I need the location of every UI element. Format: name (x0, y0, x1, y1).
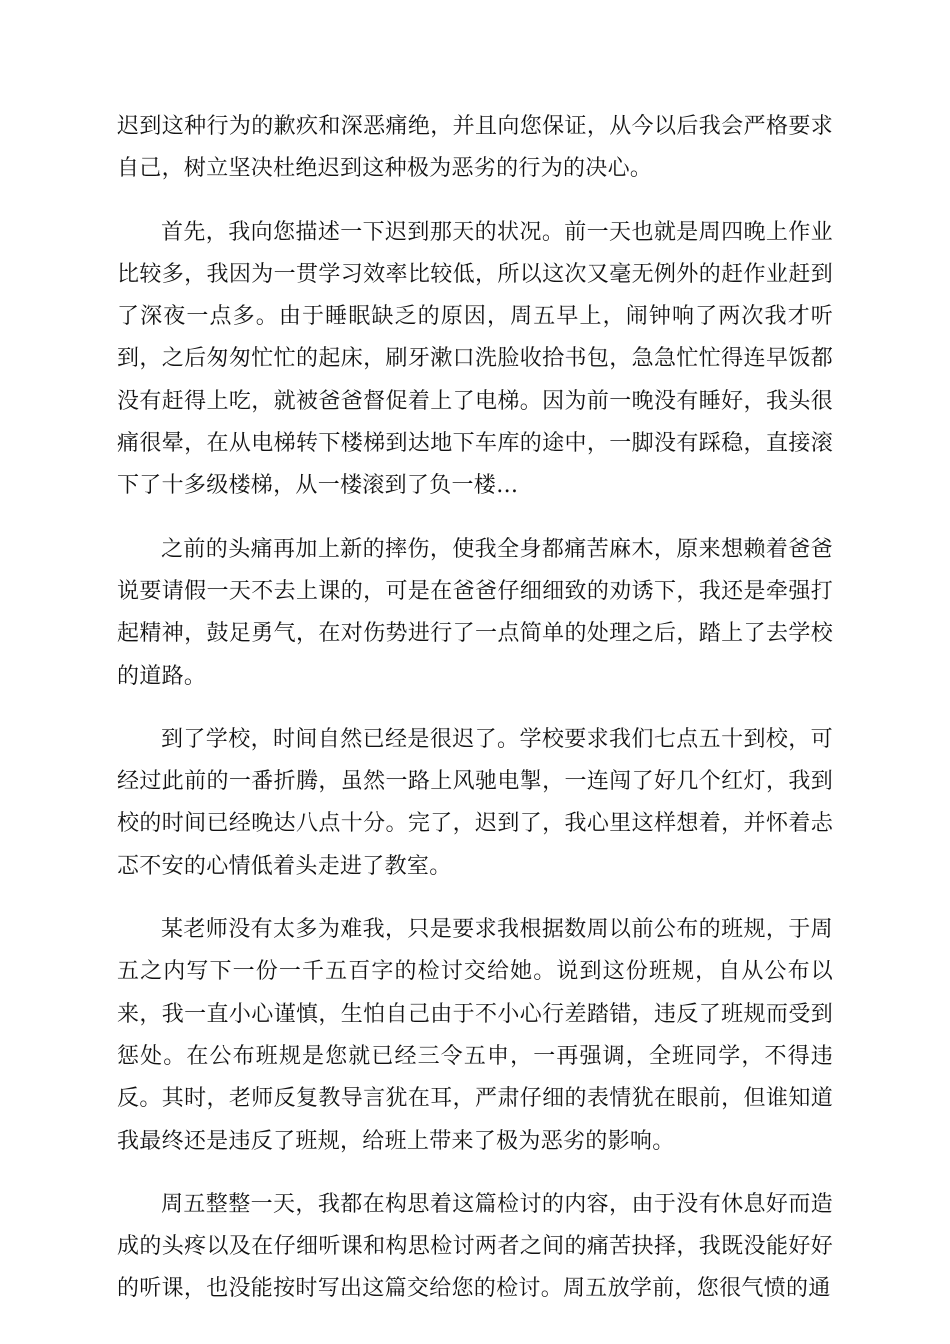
paragraph-1: 迟到这种行为的歉疚和深恶痛绝，并且向您保证，从今以后我会严格要求自己，树立坚决杜绝迟到这种极为恶劣的行为的决心。 (117, 114, 833, 182)
document-body (117, 106, 833, 1332)
paragraph-3: 之前的头痛再加上新的摔伤，使我全身都痛苦麻木，原来想赖着爸爸说要请假一天不去上课的，可是在爸爸仔细细致的劝诱下，我还是牵强打起精神，鼓足勇气，在对伤势进行了一点简单的处理之后，踏上了去学校的道路。 (117, 536, 833, 689)
paragraph-4: 到了学校，时间自然已经是很迟了。学校要求我们七点五十到校，可经过此前的一番折腾，虽然一路上风驰电掣，一连闯了好几个红灯，我到校的时间已经晚达八点十分。完了，迟到了，我心里这样想着，并怀着忐忑不安的心情低着头走进了教室。 (117, 726, 833, 879)
paragraph-5: 某老师没有太多为难我，只是要求我根据数周以前公布的班规，于周五之内写下一份一千五百字的检讨交给她。说到这份班规，自从公布以来，我一直小心谨慎，生怕自己由于不小心行差踏错，违反了班规而受到惩处。在公布班规是您就已经三令五申，一再强调，全班同学，不得违反。其时，老师反复教导言犹在耳，严肃仔细的表情犹在眼前，但谁知道我最终还是违反了班规，给班上带来了极为恶劣的影响。 (117, 917, 833, 1154)
paragraph-2: 首先，我向您描述一下迟到那天的状况。前一天也就是周四晚上作业比较多，我因为一贯学习效率比较低，所以这次又毫无例外的赶作业赶到了深夜一点多。由于睡眠缺乏的原因，周五早上，闹钟响了两次我才听到，之后匆匆忙忙的起床，刷牙漱口洗脸收拾书包，急急忙忙得连早饭都没有赶得上吃，就被爸爸督促着上了电梯。因为前一晚没有睡好，我头很痛很晕，在从电梯转下楼梯到达地下车库的途中，一脚没有踩稳，直接滚下了十多级楼梯，从一楼滚到了负一楼… (117, 219, 833, 499)
paragraph-6: 周五整整一天，我都在构思着这篇检讨的内容，由于没有休息好而造成的头疼以及在仔细听课和构思检讨两者之间的痛苦抉择，我既没能好好的听课，也没能按时写出这篇交给您的检讨。周五放学前，您很气愤的通 (117, 1191, 833, 1302)
